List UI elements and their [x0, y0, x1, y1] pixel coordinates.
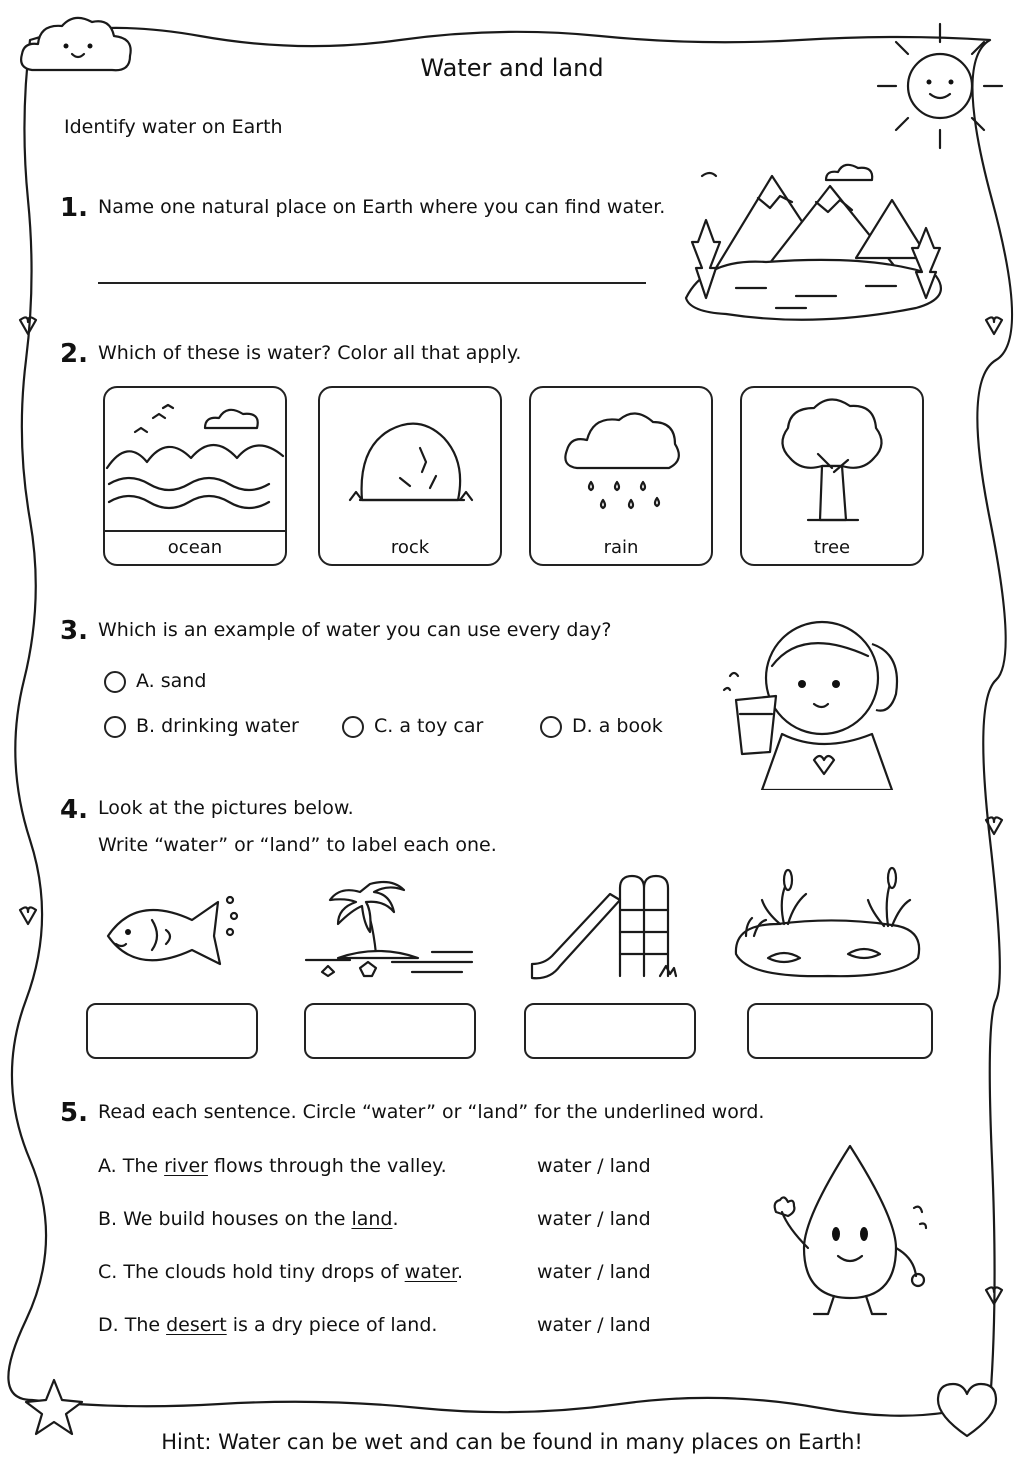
sun-icon — [872, 18, 1008, 154]
underlined-word-a: river — [164, 1155, 208, 1177]
island-icon — [302, 872, 476, 988]
q1-text: Name one natural place on Earth where you can find water. — [98, 196, 666, 218]
q5-text: Read each sentence. Circle “water” or “land” for the underlined word. — [98, 1101, 765, 1123]
q4-line2: Write “water” or “land” to label each one. — [98, 834, 497, 856]
ocean-icon — [105, 388, 285, 528]
underlined-word-d: desert — [166, 1314, 227, 1336]
sentence-b: B. We build houses on the land. — [98, 1208, 399, 1230]
q1-number: 1. — [60, 193, 88, 223]
answer-box-fish[interactable] — [86, 1003, 258, 1059]
card-ocean-divider — [105, 530, 285, 532]
sentence-a: A. The river flows through the valley. — [98, 1155, 447, 1177]
radio-b[interactable] — [104, 716, 126, 738]
girl-drinking-icon — [722, 604, 918, 790]
pond-icon — [728, 866, 928, 984]
q3-text: Which is an example of water you can use every day? — [98, 619, 612, 641]
q3-option-c[interactable]: C. a toy car — [342, 715, 483, 738]
card-rain-label: rain — [603, 537, 639, 558]
card-tree[interactable] — [740, 386, 924, 566]
sentence-d: D. The desert is a dry piece of land. — [98, 1314, 438, 1336]
q1-answer-line[interactable] — [98, 262, 646, 284]
tree-icon — [742, 388, 922, 528]
choice-d[interactable]: water / land — [537, 1314, 651, 1336]
q3-option-d[interactable]: D. a book — [540, 715, 663, 738]
choice-c[interactable]: water / land — [537, 1261, 651, 1283]
choice-a[interactable]: water / land — [537, 1155, 651, 1177]
q4-line1: Look at the pictures below. — [98, 797, 354, 819]
choice-b[interactable]: water / land — [537, 1208, 651, 1230]
radio-d[interactable] — [540, 716, 562, 738]
card-tree-label: tree — [813, 537, 851, 558]
sentence-c: C. The clouds hold tiny drops of water. — [98, 1261, 464, 1283]
rain-cloud-icon — [531, 388, 711, 528]
answer-box-island[interactable] — [304, 1003, 476, 1059]
underlined-word-b: land — [351, 1208, 393, 1230]
q3-number: 3. — [60, 616, 88, 646]
water-drop-icon — [764, 1138, 944, 1322]
mountain-lake-icon — [676, 158, 956, 326]
radio-c[interactable] — [342, 716, 364, 738]
answer-box-pond[interactable] — [747, 1003, 933, 1059]
q2-text: Which of these is water? Color all that apply. — [98, 342, 522, 364]
card-rock-label: rock — [390, 537, 430, 558]
q4-number: 4. — [60, 795, 88, 825]
underlined-word-c: water — [404, 1261, 458, 1283]
radio-a[interactable] — [104, 671, 126, 693]
card-ocean-label: ocean — [167, 537, 223, 558]
q3-option-a[interactable]: A. sand — [104, 670, 206, 693]
q3-option-b[interactable]: B. drinking water — [104, 715, 299, 738]
q2-number: 2. — [60, 339, 88, 369]
hint-text: Hint: Water can be wet and can be found in many places on Earth! — [161, 1430, 863, 1454]
rock-icon — [320, 388, 500, 528]
page-title: Water and land — [420, 54, 604, 82]
card-rain[interactable] — [529, 386, 713, 566]
card-rock[interactable] — [318, 386, 502, 566]
answer-box-slide[interactable] — [524, 1003, 696, 1059]
fish-icon — [96, 880, 246, 980]
slide-icon — [520, 870, 690, 986]
page-subtitle: Identify water on Earth — [64, 116, 283, 138]
q5-number: 5. — [60, 1098, 88, 1128]
card-ocean[interactable] — [103, 386, 287, 566]
